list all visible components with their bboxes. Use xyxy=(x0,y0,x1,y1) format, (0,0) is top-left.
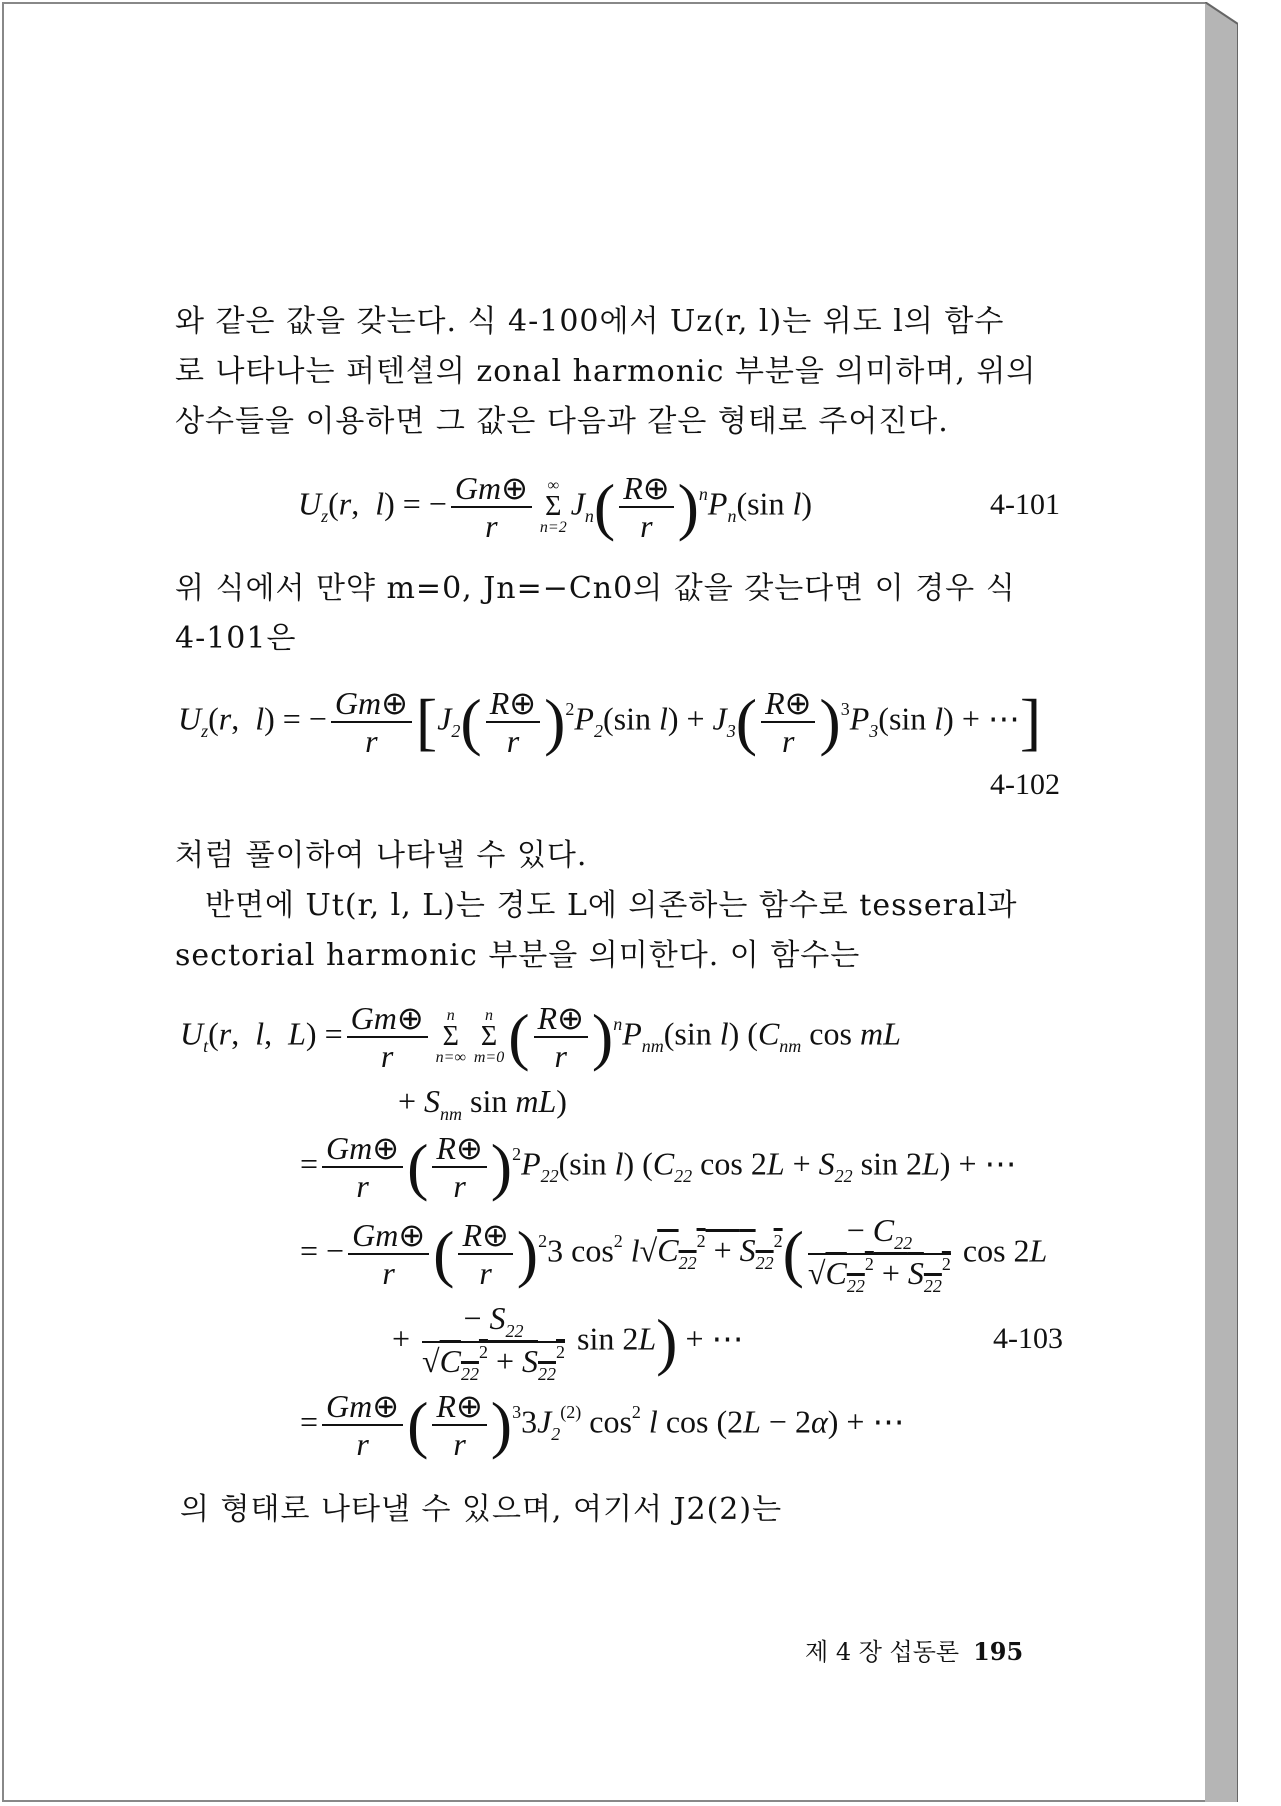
equation-4-103-line-1: $U_t(r$, l, L) = $\frac{Gm\oplus}{r}$ n Σ n=∞ n Σ m=0 ( $\frac{R\oplus}{r}$ )$^nP_{nm}(\sin$ l) ($C_{nm}$ cos mL xyxy=(180,1000,901,1074)
page-number: 195 xyxy=(973,1637,1024,1666)
text-line-4: 위 식에서 만약 m=0, Jn=−Cn0의 값을 갖는다면 이 경우 식 xyxy=(175,571,1016,606)
text-line-5: 4-101은 xyxy=(175,621,297,656)
page-footer xyxy=(805,1632,1023,1667)
text-line-8: sectorial harmonic 부분을 의미한다. 이 함수는 xyxy=(175,938,861,973)
equation-number-4-103: 4-103 xyxy=(993,1322,1063,1355)
equation-4-103-line-6: = $\frac{Gm\oplus}{r}$ ( $\frac{R\oplus}{r}$ )$^33J_2^{(2)}$ $\cos^2 l$ cos (2L − 2α) + ⋯ xyxy=(300,1388,905,1462)
text-line-1: 와 같은 값을 갖는다. 식 4-100에서 Uz(r, l)는 위도 l의 함수 xyxy=(175,304,1005,339)
chapter-title: 제 4 장 섭동론 xyxy=(805,1638,960,1666)
equation-4-103-line-3: = $\frac{Gm\oplus}{r}$ ( $\frac{R\oplus}{r}$ )$^2P_{22}(\sin$ l) ($C_{22}$ $\cos 2L + S_{22}$ sin 2L) + ⋯ xyxy=(300,1130,1017,1204)
equation-4-103-line-2: + $S_{nm}$ sin mL) xyxy=(398,1083,567,1124)
equation-4-102: $U_z(r$, l) = − $\frac{Gm\oplus}{r}$ [$J_2$( $\frac{R\oplus}{r}$ )$^2P_2(\sin$ $l) + J_3$( $\frac{R\oplus}{r}$ )$^3P_3(\sin$ l) + ⋯] xyxy=(178,685,1042,759)
text-line-3: 상수들을 이용하면 그 값은 다음과 같은 형태로 주어진다. xyxy=(175,404,949,439)
text-line-9: 의 형태로 나타낼 수 있으며, 여기서 J2(2)는 xyxy=(180,1492,783,1527)
equation-4-103-line-5: + $\frac{- S_{22}}{√C_{22}^2 + S_{22}^2}$ sin 2L) + ⋯ xyxy=(392,1300,744,1384)
text-line-7: 반면에 Ut(r, l, L)는 경도 L에 의존하는 함수로 tesseral과 xyxy=(205,888,1018,923)
text-line-2: 로 나타나는 퍼텐셜의 zonal harmonic 부분을 의미하며, 위의 xyxy=(175,354,1037,389)
book-edge xyxy=(1205,2,1238,1802)
equation-number-4-102: 4-102 xyxy=(990,768,1060,801)
equation-4-101: $U_z(r$, l) = − $\frac{Gm\oplus}{r}$ ∞ Σ n=2 $J_n$( $\frac{R\oplus}{r}$ )$^nP_n(\sin$ l) xyxy=(298,470,812,544)
equation-number-4-101: 4-101 xyxy=(990,488,1060,521)
equation-4-103-line-4: = − $\frac{Gm\oplus}{r}$ ( $\frac{R\oplus}{r}$ )$^2$3 $\cos^2 l√C_{22}^2 + S_{22}^2$( $\frac{- C_{22}}{√C_{22}^2 + S_{22}^2}$ cos 2L xyxy=(300,1212,1048,1296)
text-line-6: 처럼 풀이하여 나타낼 수 있다. xyxy=(175,838,588,873)
